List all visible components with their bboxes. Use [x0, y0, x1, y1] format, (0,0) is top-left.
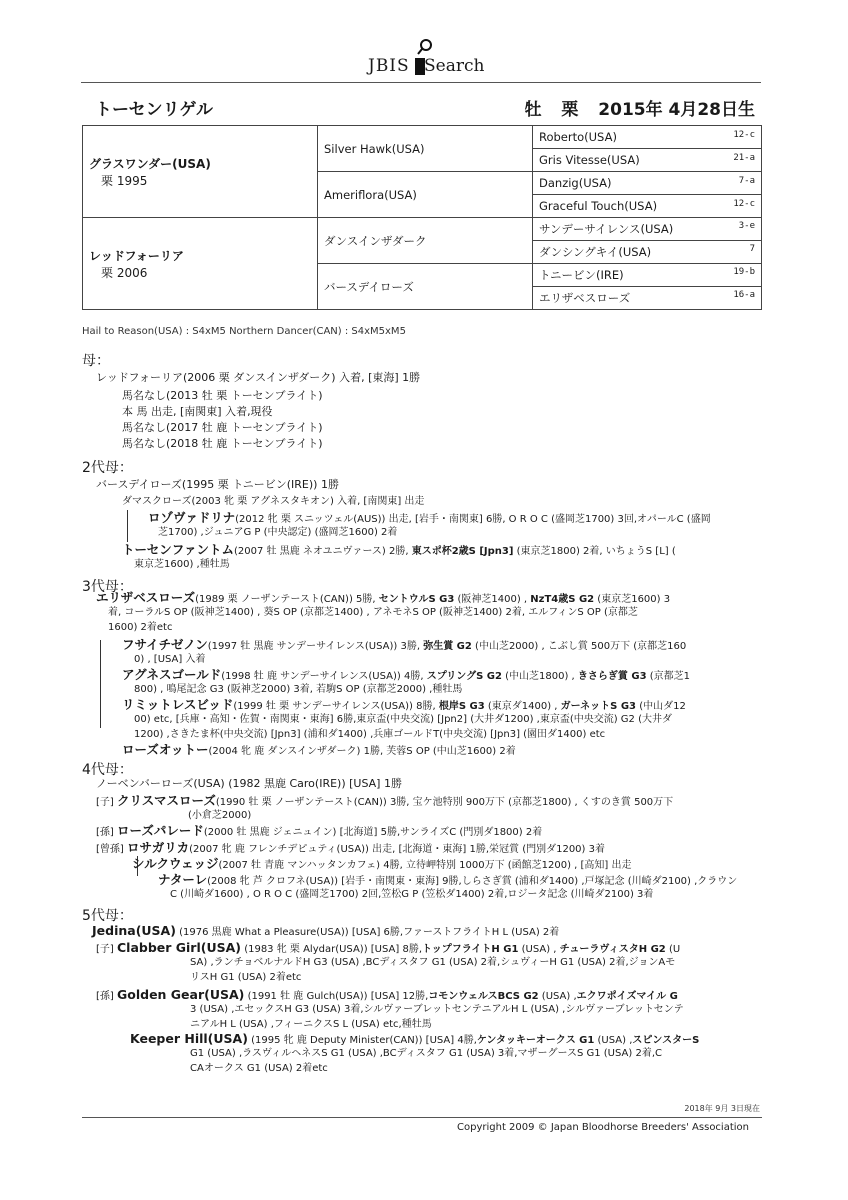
horse-birth: 2015年 4月28日生 [598, 100, 755, 120]
dam-sire-cell[interactable] [318, 218, 533, 264]
notable-line: Keeper Hill(USA) (1995 牝 鹿 Deputy Minister(CAN)) [USA] 4勝,ケンタッキーオークス G1 (USA) ,スピンスターS [130, 1031, 700, 1046]
notable-line-cont: 芝1700) ,ジュニアG P (中央認定) (盛岡芝1600) 2着 [158, 527, 398, 538]
horse-sex: 牡 [524, 100, 542, 120]
foal-line: 馬名なし(2017 牡 鹿 トーセンブライト) [122, 421, 323, 434]
section-second-dam: 2代母： [82, 460, 133, 476]
third-dam-line: エリザベスローズ(1989 栗 ノーザンテースト(CAN)) 5勝, セントウルS G3 (阪神芝1400) , NzT4歳S G2 (東京芝1600) 3 [96, 590, 671, 605]
horse-name: トーセンリゲル [95, 100, 213, 120]
fourth-dam-line: ノーベンバーローズ(USA) (1982 黒鹿 Caro(IRE)) [USA] 1勝 [96, 777, 402, 790]
notable-line-cont: 800) , 鳴尾記念 G3 (阪神芝2000) 3着, 若駒S OP (京都芝2000) ,種牡馬 [134, 684, 463, 695]
notable-line: [孫] ローズパレード(2000 牡 黒鹿 ジェニュイン) [北海道] 5勝,サンライズC (門別ダ1800) 2着 [96, 823, 543, 838]
foal-line: 馬名なし(2013 牡 栗 トーセンブライト) [122, 389, 323, 402]
ped-g3-1[interactable] [533, 126, 762, 149]
foal-line: ダマスクローズ(2003 牝 栗 アグネスタキオン) 入着, [南関東] 出走 [122, 496, 425, 507]
family-number: 16-a [733, 290, 755, 300]
sire-dam-cell[interactable] [318, 172, 533, 218]
notable-line-cont: CAオークス G1 (USA) 2着etc [190, 1063, 328, 1074]
ped-g3-name: Roberto(USA) [539, 130, 617, 144]
sire-info: 栗 1995 [101, 173, 148, 188]
notable-line: [孫] Golden Gear(USA) (1991 牡 鹿 Gulch(USA)) [USA] 12勝,コモンウェルスBCS G2 (USA) ,エクワポイズマイル G [96, 987, 678, 1002]
family-number: 7 [749, 244, 755, 254]
tree-connector [100, 640, 101, 728]
family-number: 21-a [733, 153, 755, 163]
ped-g3-3[interactable] [533, 172, 762, 195]
footer-rule [82, 1117, 762, 1118]
section-fourth-dam: 4代母： [82, 762, 133, 778]
notable-line-cont: 東京芝1600) ,種牡馬 [134, 559, 230, 570]
logo-text-right: Search [424, 56, 485, 76]
foal-line: 本 馬 出走, [南関東] 入着,現役 [122, 405, 273, 418]
notable-line: [子] Clabber Girl(USA) (1983 牝 栗 Alydar(USA)) [USA] 8勝,トップフライトH G1 (USA) , チューラヴィスタH G2 (U [96, 940, 681, 955]
ped-g3-8[interactable] [533, 287, 762, 310]
dam-name: レッドフォーリア [89, 248, 184, 263]
notable-line: ロゾヴァドリナ(2012 牝 栗 スニッツェル(AUS)) 出走, [岩手・南関東] 6勝, O R O C (盛岡芝1700) 3回,オパールC (盛岡 [148, 510, 711, 525]
notable-line: トーセンファントム(2007 牡 黒鹿 ネオユニヴァース) 2勝, 東スポ杯2歳S [Jpn3] (東京芝1800) 2着, いちょうS [L] ( [122, 542, 676, 557]
second-dam-line: バースデイローズ(1995 栗 トニービン(IRE)) 1勝 [96, 478, 339, 491]
header-rule [81, 82, 761, 83]
ped-g3-name: トニービン(IRE) [539, 268, 624, 282]
notable-line-cont: 着, コーラルS OP (阪神芝1400) , 葵S OP (京都芝1400) , アネモネS OP (阪神芝1400) 2着, エルフィンS OP (京都芝 [108, 607, 638, 618]
section-dam: 母： [82, 353, 110, 369]
notable-line: フサイチゼノン(1997 牡 黒鹿 サンデーサイレンス(USA)) 3勝, 弥生賞 G2 (中山芝2000) , こぶし賞 500万下 (京都芝160 [122, 637, 687, 652]
tree-connector [127, 510, 128, 542]
notable-line-cont: ニアルH L (USA) ,フィーニクスS L (USA) etc,種牡馬 [190, 1019, 432, 1030]
notable-line-cont: 00) etc, [兵庫・高知・佐賀・南関東・東海] 6勝,東京盃(中央交流) [Jpn2] (大井ダ1200) ,東京盃(中央交流) G2 (大井ダ [134, 714, 672, 725]
ped-g3-name: ダンシングキイ(USA) [539, 245, 652, 259]
notable-line: リミットレスビッド(1999 牡 栗 サンデーサイレンス(USA)) 8勝, 根岸S G3 (東京ダ1400) , ガーネットS G3 (中山ダ12 [122, 697, 686, 712]
family-number: 12-c [733, 199, 755, 209]
pedigree-table [82, 125, 762, 310]
as-of-date: 2018年 9月 3日現在 [684, 1104, 760, 1113]
notable-line-cont: 0) , [USA] 入着 [134, 654, 206, 665]
magnifier-icon [415, 38, 433, 56]
notable-line: [子] クリスマスローズ(1990 牡 栗 ノーザンテースト(CAN)) 3勝, 宝ケ池特別 900万下 (京都芝1800) , くすのき賞 500万下 [96, 793, 674, 808]
section-fifth-dam: 5代母： [82, 908, 133, 924]
ped-g3-7[interactable] [533, 264, 762, 287]
jbis-search-logo [360, 36, 500, 80]
inbreeding-note: Hail to Reason(USA) : S4xM5 Northern Dancer(CAN) : S4xM5xM5 [82, 326, 406, 337]
horse-meta [510, 95, 755, 120]
notable-line: ナターレ(2008 牝 芦 クロフネ(USA)) [岩手・南関東・東海] 9勝,しらさぎ賞 (浦和ダ1400) ,戸塚記念 (川崎ダ2100) ,クラウン [158, 872, 738, 887]
fifth-dam-line: Jedina(USA) (1976 黒鹿 What a Pleasure(USA)) [USA] 6勝,ファーストフライトH L (USA) 2着 [92, 923, 560, 938]
dam-line: レッドフォーリア(2006 栗 ダンスインザダーク) 入着, [東海] 1勝 [96, 371, 421, 384]
dam-info: 栗 2006 [101, 265, 148, 280]
sire-dam-name: Ameriflora(USA) [324, 187, 417, 202]
foal-line: 馬名なし(2018 牡 鹿 トーセンブライト) [122, 437, 323, 450]
sire-name: グラスワンダー(USA) [89, 156, 211, 171]
sire-sire-name: Silver Hawk(USA) [324, 141, 425, 156]
ped-g3-name: サンデーサイレンス(USA) [539, 222, 674, 236]
notable-line-cont: 3 (USA) ,エセックスH G3 (USA) 3着,シルヴァーブレットセンテニアルH L (USA) ,シルヴァーブレットセンテ [190, 1004, 684, 1015]
horse-header [95, 95, 755, 121]
ped-g3-name: Danzig(USA) [539, 176, 612, 190]
notable-line-cont: G1 (USA) ,ラスヴィルヘネスS G1 (USA) ,BCディスタフ G1 (USA) 3着,マザーグースS G1 (USA) 2着,C [190, 1048, 662, 1059]
dam-cell[interactable] [83, 218, 318, 310]
ped-g3-4[interactable] [533, 195, 762, 218]
sire-sire-cell[interactable] [318, 126, 533, 172]
copyright: Copyright 2009 © Japan Bloodhorse Breeders' Association [457, 1122, 749, 1133]
notable-line-cont: SA) ,ランチョベルナルドH G3 (USA) ,BCディスタフ G1 (USA) 2着,シュヴィーH G1 (USA) 2着,ジョンAモ [190, 957, 676, 968]
ped-g3-6[interactable] [533, 241, 762, 264]
notable-line-cont: (小倉芝2000) [188, 810, 252, 821]
ped-g3-name: Gris Vitesse(USA) [539, 153, 640, 167]
dam-dam-cell[interactable] [318, 264, 533, 310]
horse-color: 栗 [561, 100, 579, 120]
family-number: 3-e [738, 221, 755, 231]
family-number: 12-c [733, 130, 755, 140]
dam-dam-name: バースデイローズ [324, 279, 414, 294]
family-number: 19-b [733, 267, 755, 277]
sire-cell[interactable] [83, 126, 318, 218]
notable-line: アグネスゴールド(1998 牡 鹿 サンデーサイレンス(USA)) 4勝, スプリングS G2 (中山芝1800) , きさらぎ賞 G3 (京都芝1 [122, 667, 691, 682]
ped-g3-5[interactable] [533, 218, 762, 241]
notable-line-cont: リスH G1 (USA) 2着etc [190, 972, 302, 983]
section-third-dam: 3代母： [82, 579, 133, 595]
notable-line-cont: 1200) ,さきたま杯(中央交流) [Jpn3] (浦和ダ1400) ,兵庫ゴールドT(中央交流) [Jpn3] (園田ダ1400) etc [134, 729, 606, 740]
family-number: 7-a [738, 176, 755, 186]
logo-text-left: JBIS [368, 56, 410, 76]
ped-g3-name: エリザベスローズ [539, 291, 631, 305]
notable-line: ローズオットー(2004 牝 鹿 ダンスインザダーク) 1勝, 芙蓉S OP (中山芝1600) 2着 [122, 742, 516, 757]
notable-line-cont: C (川崎ダ1600) , O R O C (盛岡芝1700) 2回,笠松G P (笠松ダ1400) 2着,ロジータ記念 (川崎ダ2100) 3着 [170, 889, 654, 900]
notable-line-cont: 1600) 2着etc [108, 622, 173, 633]
notable-line: シルクウェッジ(2007 牡 青鹿 マンハッタンカフェ) 4勝, 立待岬特別 1000万下 (函館芝1200) , [高知] 出走 [132, 856, 632, 871]
dam-sire-name: ダンスインザダーク [324, 233, 427, 248]
ped-g3-name: Graceful Touch(USA) [539, 199, 658, 213]
ped-g3-2[interactable] [533, 149, 762, 172]
notable-line: [曾孫] ロサガリカ(2007 牝 鹿 フレンチデピュティ(USA)) 出走, [北海道・東海] 1勝,栄冠賞 (門別ダ1200) 3着 [96, 840, 605, 855]
